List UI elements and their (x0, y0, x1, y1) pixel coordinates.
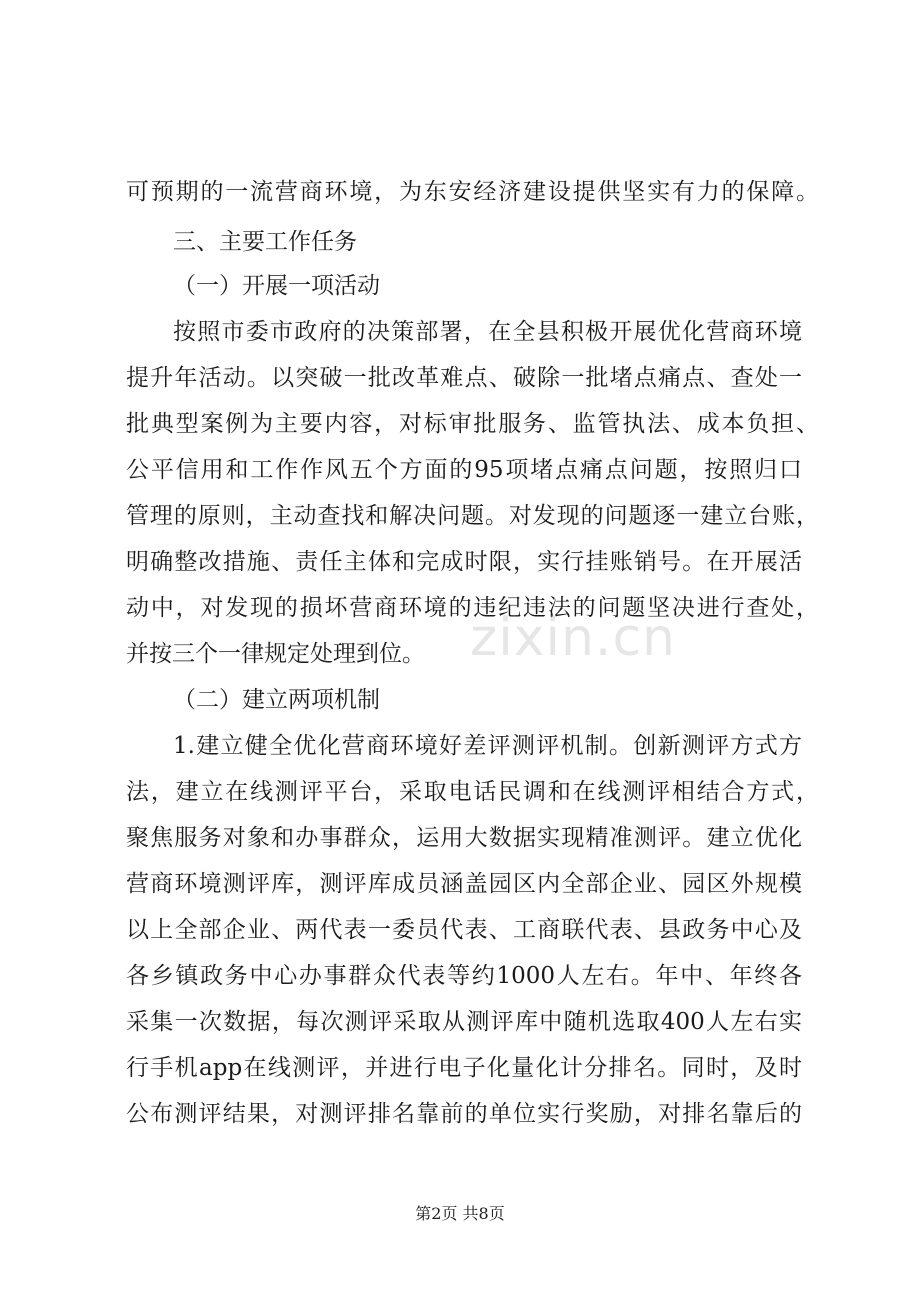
page-footer: 第2页 共8页 (415, 1204, 505, 1223)
paragraph-text: 可预期的一流营商环境，为东安经济建设提供坚实有力的保障。 (126, 179, 819, 205)
paragraph-text: 公布测评结果，对测评排名靠前的单位实行奖励，对排名靠后的 (126, 1101, 802, 1127)
paragraph-text: 动中，对发现的损坏营商环境的违纪违法的问题坚决进行查处， (126, 595, 819, 621)
text-line-11 (0, 634, 920, 674)
paragraph-text: 按照市委市政府的决策部署，在全县积极开展优化营商环境 (173, 319, 802, 345)
text-line-19 (0, 1002, 920, 1042)
paragraph-text: 1.建立健全优化营商环境好差评测评机制。创新测评方式方 (173, 733, 802, 759)
text-line-5 (0, 358, 920, 398)
text-line-21 (0, 1094, 920, 1134)
paragraph-text: 以上全部企业、两代表一委员代表、工商联代表、县政务中心及 (126, 917, 802, 943)
heading-text: 三、主要工作任务 (173, 229, 357, 255)
text-line-9 (0, 542, 920, 582)
paragraph-text: 公平信用和工作作风五个方面的95项堵点痛点问题，按照归口 (126, 457, 802, 483)
paragraph-text: 批典型案例为主要内容，对标审批服务、监管执法、成本负担、 (126, 411, 819, 437)
paragraph-text: 并按三个一律规定处理到位。 (126, 641, 425, 667)
text-line-15 (0, 818, 920, 858)
text-line-6 (0, 404, 920, 444)
text-line-10 (0, 588, 920, 628)
text-line-4 (0, 312, 920, 352)
watermark: zixin.cn (470, 608, 676, 668)
paragraph-text: 明确整改措施、责任主体和完成时限，实行挂账销号。在开展活 (126, 549, 802, 575)
paragraph-text: 采集一次数据，每次测评采取从测评库中随机选取400人左右实 (126, 1009, 802, 1035)
text-line-1 (0, 172, 920, 212)
text-line-18 (0, 956, 920, 996)
paragraph-text: 提升年活动。以突破一批改革难点、破除一批堵点痛点、查处一 (126, 365, 802, 391)
paragraph-text: 聚焦服务对象和办事群众，运用大数据实现精准测评。建立优化 (126, 825, 802, 851)
text-line-8 (0, 496, 920, 536)
subsection-heading-1 (0, 266, 920, 306)
text-line-14 (0, 772, 920, 812)
paragraph-text: 营商环境测评库，测评库成员涵盖园区内全部企业、园区外规模 (126, 871, 802, 897)
paragraph-text: 管理的原则，主动查找和解决问题。对发现的问题逐一建立台账， (126, 503, 819, 529)
paragraph-text: 行手机app在线测评，并进行电子化量化计分排名。同时，及时 (126, 1055, 802, 1081)
text-line-17 (0, 910, 920, 950)
paragraph-text: 各乡镇政务中心办事群众代表等约1000人左右。年中、年终各 (126, 963, 802, 989)
section-heading-3 (0, 222, 920, 262)
heading-text: （一）开展一项活动 (173, 273, 380, 299)
heading-text: （二）建立两项机制 (173, 687, 380, 713)
text-line-13 (0, 726, 920, 766)
paragraph-text: 法，建立在线测评平台，采取电话民调和在线测评相结合方式， (126, 779, 819, 805)
subsection-heading-2 (0, 680, 920, 720)
text-line-7 (0, 450, 920, 490)
text-line-16 (0, 864, 920, 904)
text-line-20 (0, 1048, 920, 1088)
